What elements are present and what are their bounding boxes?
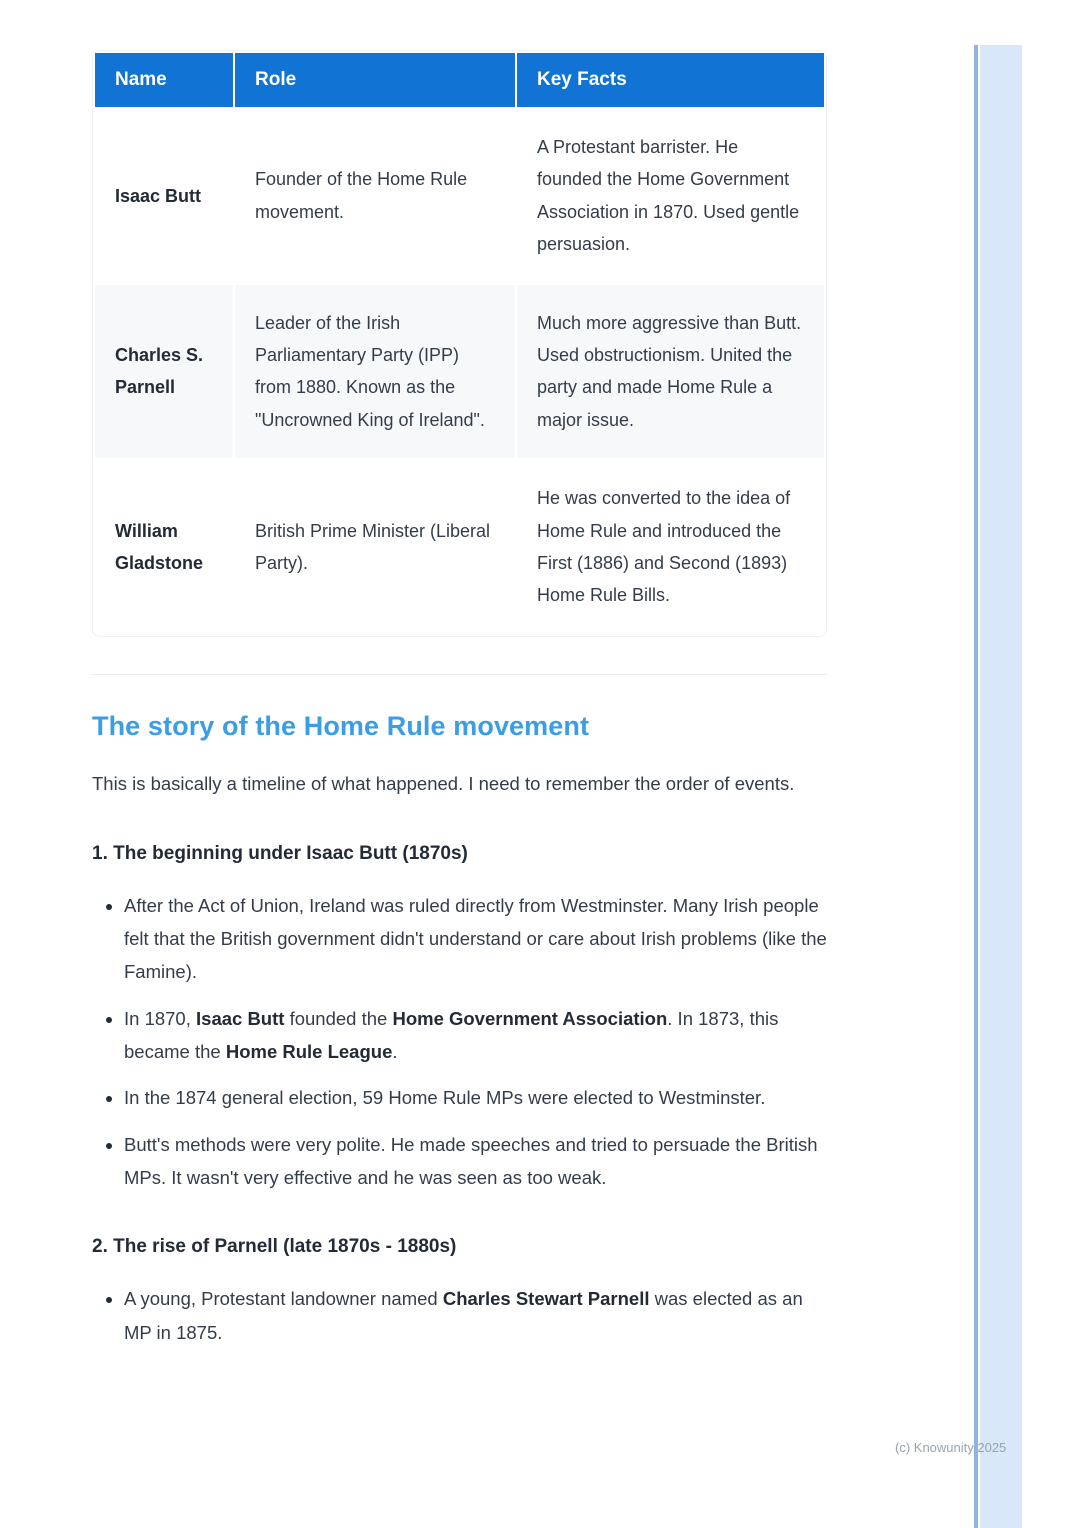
- table-header-role: Role: [235, 53, 515, 107]
- section-title: The story of the Home Rule movement: [92, 710, 590, 741]
- bullet-text: Butt's methods were very polite. He made speeches and tried to persuade the British MPs. It wasn't very effective and he was seen as too weak.: [124, 1133, 818, 1188]
- cell-key-facts: A Protestant barrister. He founded the Home Government Association in 1870. Used gentle persuasion.: [517, 109, 824, 283]
- bullet-text: In the 1874 general election, 59 Home Rule MPs were elected to Westminster.: [124, 1087, 766, 1109]
- bullet-text: A young, Protestant landowner named: [124, 1288, 443, 1310]
- bullet-bold-text: Home Government Association: [392, 1007, 668, 1029]
- table-body: [95, 109, 824, 634]
- table-row: [95, 285, 824, 459]
- subsection-2-heading: 2. The rise of Parnell (late 1870s - 1880s): [92, 1236, 457, 1258]
- subsection-1-list: [92, 889, 827, 1194]
- bullet-item: [124, 889, 827, 989]
- bullet-text: was elected as an MP in 1875.: [124, 1288, 803, 1343]
- section-intro: This is basically a timeline of what happened. I need to remember the order of events.: [92, 772, 795, 794]
- cell-key-facts: Much more aggressive than Butt. Used obstructionism. United the party and made Home Rule a major issue.: [517, 285, 824, 459]
- table-header-key-facts: Key Facts: [517, 53, 824, 107]
- document-content: [92, 50, 827, 1362]
- bullet-item: [124, 1282, 827, 1349]
- bullet-item: [124, 1002, 827, 1069]
- cell-name: Isaac Butt: [95, 109, 233, 283]
- bullet-bold-text: Isaac Butt: [196, 1007, 285, 1029]
- copyright-watermark: (c) Knowunity 2025: [895, 1440, 1007, 1455]
- bullet-item: [124, 1081, 827, 1114]
- cell-role: Founder of the Home Rule movement.: [235, 109, 515, 283]
- cell-key-facts: He was converted to the idea of Home Rule and introduced the First (1886) and Second (1893) Home Rule Bills.: [517, 460, 824, 634]
- cell-name: Charles S. Parnell: [95, 285, 233, 459]
- bullet-text: . In 1873, this became the: [124, 1007, 779, 1063]
- bullet-text: After the Act of Union, Ireland was ruled directly from Westminster. Many Irish people felt that the British government didn't understand or care about Irish problems (like the Famine).: [124, 894, 827, 983]
- bullet-text: .: [392, 1041, 398, 1063]
- section-divider: [92, 674, 827, 675]
- table-header-row: [95, 53, 824, 107]
- page-edge-line: [974, 45, 978, 1528]
- cell-role: Leader of the Irish Parliamentary Party (IPP) from 1880. Known as the "Uncrowned King of Ireland".: [235, 285, 515, 459]
- subsection-2-list: [92, 1282, 827, 1349]
- people-table: [93, 51, 826, 636]
- cell-role: British Prime Minister (Liberal Party).: [235, 460, 515, 634]
- bullet-bold-text: Charles Stewart Parnell: [442, 1288, 650, 1310]
- bullet-bold-text: Home Rule League: [225, 1041, 393, 1063]
- page-edge-strip: [980, 45, 1022, 1528]
- people-table-container: [92, 50, 827, 637]
- bullet-item: [124, 1128, 827, 1195]
- bullet-text: founded the: [284, 1007, 393, 1029]
- cell-name: William Gladstone: [95, 460, 233, 634]
- bullet-text: In 1870,: [124, 1007, 197, 1029]
- table-header-name: Name: [95, 53, 233, 107]
- table-row: [95, 109, 824, 283]
- subsection-1-heading: 1. The beginning under Isaac Butt (1870s): [92, 842, 468, 864]
- table-row: [95, 460, 824, 634]
